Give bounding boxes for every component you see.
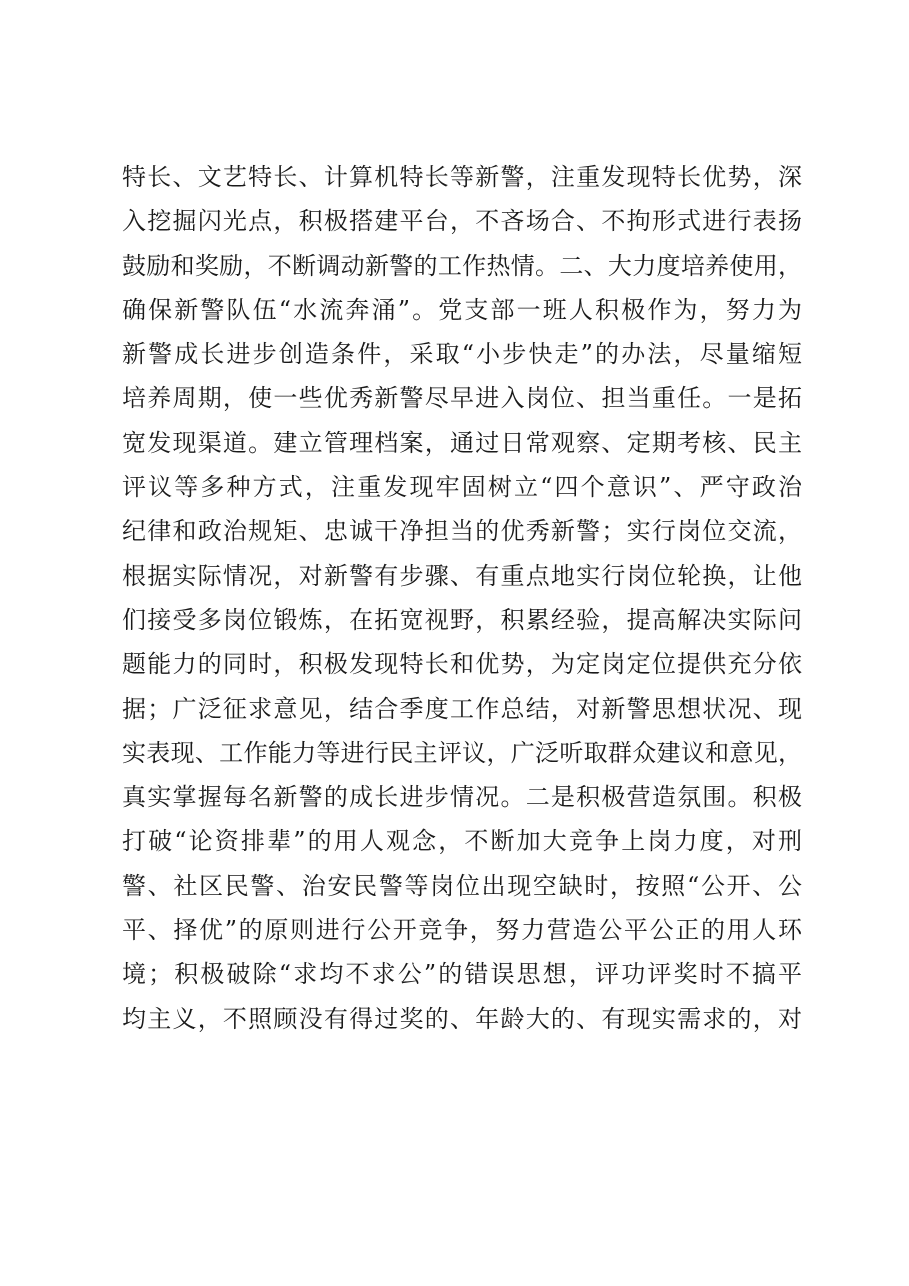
text-line: 真实掌握每名新警的成长进步情况。二是积极营造氛围。积极: [122, 783, 802, 812]
text-line: 题能力的同时，积极发现特长和优势，为定岗定位提供充分依: [122, 650, 802, 679]
text-line: 据；广泛征求意见，结合季度工作总结，对新警思想状况、现: [122, 694, 802, 723]
text-line: 确保新警队伍“水流奔涌”。党支部一班人积极作为，努力为: [122, 295, 802, 324]
body-text: [122, 155, 802, 1041]
text-line: 实表现、工作能力等进行民主评议，广泛听取群众建议和意见，: [122, 738, 802, 767]
text-line: 根据实际情况，对新警有步骤、有重点地实行岗位轮换，让他: [122, 561, 802, 590]
text-line: 培养周期，使一些优秀新警尽早进入岗位、担当重任。一是拓: [122, 384, 802, 413]
text-line: 纪律和政治规矩、忠诚干净担当的优秀新警；实行岗位交流，: [122, 517, 802, 546]
text-line: 新警成长进步创造条件，采取“小步快走”的办法，尽量缩短: [122, 340, 802, 369]
text-line: 均主义，不照顾没有得过奖的、年龄大的、有现实需求的，对: [122, 1004, 802, 1033]
text-line: 们接受多岗位锻炼，在拓宽视野，积累经验，提高解决实际问: [122, 605, 802, 634]
text-line: 鼓励和奖励，不断调动新警的工作热情。二、大力度培养使用，: [122, 251, 802, 280]
text-line: 警、社区民警、治安民警等岗位出现空缺时，按照“公开、公: [122, 871, 802, 900]
text-line: 打破“论资排辈”的用人观念，不断加大竞争上岗力度，对刑: [122, 827, 802, 856]
text-line: 境；积极破除“求均不求公”的错误思想，评功评奖时不搞平: [122, 960, 802, 989]
text-line: 平、择优”的原则进行公开竞争，努力营造公平公正的用人环: [122, 916, 802, 945]
text-line: 评议等多种方式，注重发现牢固树立“四个意识”、严守政治: [122, 473, 802, 502]
text-line: 特长、文艺特长、计算机特长等新警，注重发现特长优势，深: [122, 163, 802, 191]
text-line: 宽发现渠道。建立管理档案，通过日常观察、定期考核、民主: [122, 428, 802, 457]
text-line: 入挖掘闪光点，积极搭建平台，不吝场合、不拘形式进行表扬: [122, 207, 802, 236]
